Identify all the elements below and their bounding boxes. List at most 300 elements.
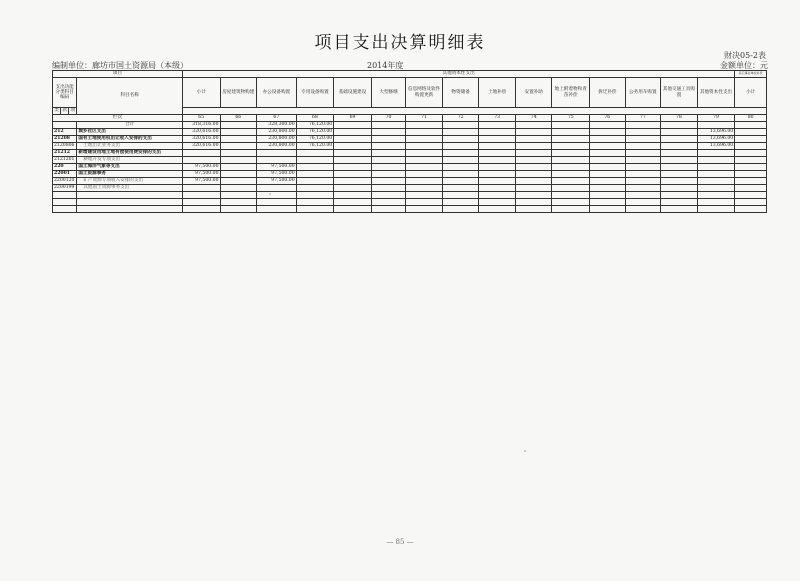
row-cell xyxy=(442,129,479,136)
col-header: 拆迁补偿 xyxy=(590,78,626,108)
row-cell xyxy=(406,171,443,178)
project-header: 项目 xyxy=(53,71,183,78)
col-header: 房屋建筑物购建 xyxy=(220,78,257,108)
row-amount xyxy=(220,136,257,143)
row-amount xyxy=(697,150,735,157)
row-amount: 230,800.00 xyxy=(257,129,297,136)
row-amount xyxy=(182,199,220,206)
col-header: 物资储备 xyxy=(442,78,479,108)
row-amount xyxy=(220,192,257,199)
row-cell xyxy=(735,185,767,192)
row-cell xyxy=(590,199,626,206)
row-cell xyxy=(590,150,626,157)
currency-unit: 金额单位：元 xyxy=(720,61,768,70)
row-amount: 318,316.00 xyxy=(182,122,220,129)
row-cell xyxy=(515,136,552,143)
row-cell xyxy=(552,171,590,178)
row-amount xyxy=(220,129,257,136)
row-amount xyxy=(257,157,297,164)
row-amount: 97,500.00 xyxy=(257,164,297,171)
row-cell xyxy=(371,171,406,178)
row-cell xyxy=(442,206,479,213)
row-cell xyxy=(552,150,590,157)
row-cell xyxy=(735,150,767,157)
row-amount: 13,696.00 xyxy=(697,129,735,136)
row-amount xyxy=(697,185,735,192)
col-header: 其他交通工具购置 xyxy=(661,78,698,108)
row-cell xyxy=(661,143,698,150)
row-cell xyxy=(515,143,552,150)
row-subject xyxy=(77,206,183,213)
row-cell xyxy=(442,185,479,192)
row-cell xyxy=(371,199,406,206)
row-cell xyxy=(552,143,590,150)
row-code: 2200120 xyxy=(53,178,77,185)
row-cell xyxy=(661,199,698,206)
row-amount xyxy=(182,150,220,157)
row-amount xyxy=(257,192,297,199)
row-cell xyxy=(334,129,372,136)
col-header: 公务用车购置 xyxy=(625,78,661,108)
row-code: 2120806 xyxy=(53,143,77,150)
column-number-row xyxy=(53,115,767,122)
row-cell xyxy=(515,178,552,185)
row-cell xyxy=(442,157,479,164)
row-amount xyxy=(296,164,334,171)
row-code: 2121201 xyxy=(53,157,77,164)
col-number: 68 xyxy=(296,115,334,122)
row-cell xyxy=(590,129,626,136)
row-subject: 耕地开发专项支出 xyxy=(77,157,183,164)
row-subject: 合计 xyxy=(77,122,183,129)
row-cell xyxy=(479,157,516,164)
col-number: 65 xyxy=(182,115,220,122)
row-cell xyxy=(590,192,626,199)
fiscal-year: 2014年度 xyxy=(367,61,404,70)
row-cell xyxy=(625,143,661,150)
row-amount: 97,500.00 xyxy=(182,178,220,185)
row-cell xyxy=(334,136,372,143)
row-cell xyxy=(479,192,516,199)
row-cell xyxy=(406,206,443,213)
row-cell xyxy=(406,192,443,199)
row-cell xyxy=(479,178,516,185)
row-cell xyxy=(552,136,590,143)
row-cell xyxy=(334,185,372,192)
row-subject: 土地出让业务支出 xyxy=(77,143,183,150)
row-cell xyxy=(661,150,698,157)
row-amount: 76,120.00 xyxy=(296,122,334,129)
row-code xyxy=(53,122,77,129)
row-amount xyxy=(257,185,297,192)
col-header: 地上附着物和青苗补偿 xyxy=(552,78,590,108)
row-cell xyxy=(735,157,767,164)
table-row xyxy=(53,136,767,143)
row-cell xyxy=(406,178,443,185)
row-cell xyxy=(590,122,626,129)
row-amount: 97,500.00 xyxy=(182,164,220,171)
row-cell xyxy=(334,164,372,171)
row-cell xyxy=(590,206,626,213)
row-cell xyxy=(590,178,626,185)
row-cell xyxy=(735,206,767,213)
row-cell xyxy=(334,150,372,157)
row-amount xyxy=(296,206,334,213)
row-cell xyxy=(442,150,479,157)
row-cell xyxy=(371,206,406,213)
col-number: 78 xyxy=(661,115,698,122)
row-subject: 国土海洋气象等支出 xyxy=(77,164,183,171)
table-row xyxy=(53,171,767,178)
row-amount xyxy=(697,122,735,129)
corner-note: 其它事业单位补充 xyxy=(735,71,767,78)
row-cell xyxy=(552,164,590,171)
row-cell xyxy=(735,199,767,206)
row-subject: 国有土地使用权出让收入安排的支出 xyxy=(77,136,183,143)
row-amount xyxy=(697,199,735,206)
row-cell xyxy=(661,185,698,192)
row-amount xyxy=(182,192,220,199)
col-number: 72 xyxy=(442,115,479,122)
row-cell xyxy=(735,136,767,143)
row-cell xyxy=(479,150,516,157)
row-cell xyxy=(371,185,406,192)
row-cell xyxy=(479,143,516,150)
col-header: 其他资本性支出 xyxy=(697,78,735,108)
row-cell xyxy=(515,206,552,213)
row-cell xyxy=(735,178,767,185)
row-amount xyxy=(182,206,220,213)
row-cell xyxy=(406,129,443,136)
other-capital-header: 其他资本性支出 xyxy=(182,71,734,78)
col-header: 小计 xyxy=(182,78,220,108)
col-number: 67 xyxy=(257,115,297,122)
col-kuan: 款 xyxy=(62,108,67,114)
header-row-1 xyxy=(53,71,767,78)
table-row xyxy=(53,143,767,150)
row-cell xyxy=(406,157,443,164)
table-row xyxy=(53,206,767,213)
row-cell xyxy=(479,164,516,171)
col-header: 基础设施建设 xyxy=(334,78,372,108)
row-cell xyxy=(406,136,443,143)
row-cell xyxy=(334,206,372,213)
row-cell xyxy=(661,136,698,143)
row-amount xyxy=(182,157,220,164)
row-amount xyxy=(697,178,735,185)
row-amount xyxy=(220,171,257,178)
row-cell xyxy=(406,150,443,157)
table-row xyxy=(53,185,767,192)
row-cell xyxy=(515,199,552,206)
row-amount: 97,500.00 xyxy=(257,178,297,185)
row-amount xyxy=(220,150,257,157)
row-cell xyxy=(479,129,516,136)
table-row xyxy=(53,129,767,136)
form-number: 财决05-2表 xyxy=(724,51,766,60)
row-cell xyxy=(334,157,372,164)
row-amount xyxy=(220,178,257,185)
row-cell xyxy=(406,164,443,171)
col-number: 69 xyxy=(334,115,372,122)
row-cell xyxy=(406,143,443,150)
table-row xyxy=(53,192,767,199)
row-amount xyxy=(220,185,257,192)
row-cell xyxy=(515,122,552,129)
row-code: 212 xyxy=(53,129,77,136)
row-cell xyxy=(442,178,479,185)
row-cell xyxy=(371,143,406,150)
col-number: 66 xyxy=(220,115,257,122)
header-row-2 xyxy=(53,78,767,108)
row-cell xyxy=(371,150,406,157)
table-row xyxy=(53,122,767,129)
row-subject: 城乡社区支出 xyxy=(77,129,183,136)
row-code: 2200199 xyxy=(53,185,77,192)
row-cell xyxy=(442,164,479,171)
col-number: 74 xyxy=(515,115,552,122)
row-cell xyxy=(661,157,698,164)
row-cell xyxy=(515,150,552,157)
row-cell xyxy=(442,136,479,143)
col-header: 大型修缮 xyxy=(371,78,406,108)
row-amount: 230,800.00 xyxy=(257,136,297,143)
row-amount xyxy=(697,171,735,178)
row-subject: 矿产资源专项收入安排的支出 xyxy=(77,178,183,185)
row-amount xyxy=(220,206,257,213)
row-cell xyxy=(371,136,406,143)
row-cell xyxy=(552,185,590,192)
row-cell xyxy=(334,199,372,206)
row-amount xyxy=(257,206,297,213)
row-cell xyxy=(552,192,590,199)
row-cell xyxy=(479,122,516,129)
row-cell xyxy=(552,199,590,206)
col-lei: 类 xyxy=(54,108,59,114)
col-number: 71 xyxy=(406,115,443,122)
row-cell xyxy=(735,192,767,199)
row-amount xyxy=(182,185,220,192)
row-amount xyxy=(296,150,334,157)
row-cell xyxy=(625,164,661,171)
row-code: 22001 xyxy=(53,171,77,178)
col-header: 土地补偿 xyxy=(479,78,516,108)
row-amount: 320,616.00 xyxy=(182,136,220,143)
row-amount xyxy=(220,199,257,206)
col-number: 73 xyxy=(479,115,516,122)
row-cell xyxy=(515,157,552,164)
row-amount xyxy=(296,192,334,199)
row-subject: 其他国土资源事务支出 xyxy=(77,185,183,192)
row-amount xyxy=(296,178,334,185)
row-amount: 76,120.00 xyxy=(296,143,334,150)
row-cell xyxy=(334,122,372,129)
row-cell xyxy=(442,143,479,150)
row-amount xyxy=(296,171,334,178)
row-code xyxy=(53,206,77,213)
row-amount: 13,696.00 xyxy=(697,143,735,150)
subject-name-header: 科目名称 xyxy=(77,78,183,115)
row-cell xyxy=(590,136,626,143)
row-amount: 76,120.00 xyxy=(296,129,334,136)
row-cell xyxy=(625,129,661,136)
row-cell xyxy=(334,178,372,185)
row-amount: 13,696.00 xyxy=(697,136,735,143)
row-code xyxy=(53,192,77,199)
row-cell xyxy=(625,178,661,185)
row-cell xyxy=(371,157,406,164)
row-cell xyxy=(515,192,552,199)
row-cell xyxy=(661,164,698,171)
col-number: 75 xyxy=(552,115,590,122)
row-cell xyxy=(334,143,372,150)
row-cell xyxy=(479,199,516,206)
col-number: 70 xyxy=(371,115,406,122)
table-body xyxy=(53,122,767,213)
row-cell xyxy=(625,192,661,199)
row-cell xyxy=(371,129,406,136)
col-number: 77 xyxy=(625,115,661,122)
row-cell xyxy=(479,206,516,213)
row-code: 220 xyxy=(53,164,77,171)
row-cell xyxy=(625,171,661,178)
row-amount xyxy=(220,143,257,150)
row-cell xyxy=(661,192,698,199)
row-cell xyxy=(552,157,590,164)
row-cell xyxy=(552,206,590,213)
row-cell xyxy=(735,143,767,150)
row-cell xyxy=(625,185,661,192)
code-header: 支出功能分类科目编码 xyxy=(53,78,77,108)
row-cell xyxy=(515,171,552,178)
row-amount xyxy=(697,192,735,199)
col-xiang: 项 xyxy=(70,108,76,114)
row-cell xyxy=(590,143,626,150)
row-cell xyxy=(442,192,479,199)
row-cell xyxy=(479,136,516,143)
row-cell xyxy=(661,122,698,129)
row-cell xyxy=(661,171,698,178)
table-row xyxy=(53,178,767,185)
scan-speck xyxy=(269,193,271,195)
col-number: 79 xyxy=(697,115,735,122)
row-cell xyxy=(442,122,479,129)
row-amount: 320,616.00 xyxy=(182,129,220,136)
row-cell xyxy=(661,206,698,213)
row-amount xyxy=(697,157,735,164)
row-subject: 国土资源事务 xyxy=(77,171,183,178)
col-header: 信息网络及软件购置更新 xyxy=(406,78,443,108)
row-cell xyxy=(590,185,626,192)
row-label: 栏次 xyxy=(53,115,183,122)
row-cell xyxy=(625,199,661,206)
row-cell xyxy=(625,150,661,157)
row-amount xyxy=(296,199,334,206)
row-subject xyxy=(77,192,183,199)
row-cell xyxy=(590,171,626,178)
row-cell xyxy=(625,136,661,143)
row-amount xyxy=(220,122,257,129)
row-amount xyxy=(697,164,735,171)
row-subject xyxy=(77,199,183,206)
row-code: 21208 xyxy=(53,136,77,143)
row-cell xyxy=(371,164,406,171)
row-amount: 230,800.00 xyxy=(257,143,297,150)
row-cell xyxy=(661,129,698,136)
row-cell xyxy=(515,129,552,136)
row-amount: 328,300.00 xyxy=(257,122,297,129)
col-number: 76 xyxy=(590,115,626,122)
col-header: 办公设备购置 xyxy=(257,78,297,108)
row-cell xyxy=(479,185,516,192)
row-subject: 新增建设用地土地有偿使用费安排的支出 xyxy=(77,150,183,157)
col-header: 安置补助 xyxy=(515,78,552,108)
row-cell xyxy=(406,122,443,129)
row-cell xyxy=(625,122,661,129)
row-amount xyxy=(296,157,334,164)
row-cell xyxy=(661,178,698,185)
row-amount: 97,500.00 xyxy=(182,171,220,178)
row-cell xyxy=(515,164,552,171)
row-cell xyxy=(406,185,443,192)
page-number: — 85 — xyxy=(386,538,414,546)
project-expenditure-table xyxy=(52,70,767,213)
row-cell xyxy=(552,122,590,129)
row-cell xyxy=(334,192,372,199)
row-cell xyxy=(590,157,626,164)
row-amount: 97,500.00 xyxy=(257,171,297,178)
table-row xyxy=(53,164,767,171)
page-title: 项目支出决算明细表 xyxy=(314,33,486,53)
row-cell xyxy=(371,192,406,199)
row-cell xyxy=(442,199,479,206)
scan-speck xyxy=(524,450,526,452)
row-cell xyxy=(590,164,626,171)
col-number: 80 xyxy=(735,115,767,122)
compiling-unit: 编制单位：廊坊市国土资源局（本级） xyxy=(52,61,188,70)
row-cell xyxy=(625,206,661,213)
row-cell xyxy=(334,171,372,178)
row-amount xyxy=(257,150,297,157)
row-cell xyxy=(552,129,590,136)
row-cell xyxy=(371,122,406,129)
col-header: 专用设备购置 xyxy=(296,78,334,108)
row-amount: 76,120.00 xyxy=(296,136,334,143)
row-cell xyxy=(552,178,590,185)
row-amount xyxy=(296,185,334,192)
row-cell xyxy=(371,178,406,185)
row-cell xyxy=(442,171,479,178)
row-amount xyxy=(697,206,735,213)
table-row xyxy=(53,199,767,206)
table-row xyxy=(53,157,767,164)
col-header: 小计 xyxy=(735,78,767,108)
row-code: 21212 xyxy=(53,150,77,157)
row-cell xyxy=(406,199,443,206)
row-amount xyxy=(220,164,257,171)
row-amount xyxy=(220,157,257,164)
table-row xyxy=(53,150,767,157)
row-cell xyxy=(735,122,767,129)
row-cell xyxy=(735,164,767,171)
row-amount xyxy=(257,199,297,206)
row-code xyxy=(53,199,77,206)
row-cell xyxy=(735,129,767,136)
row-cell xyxy=(515,185,552,192)
row-cell xyxy=(479,171,516,178)
row-amount: 320,616.00 xyxy=(182,143,220,150)
row-cell xyxy=(625,157,661,164)
